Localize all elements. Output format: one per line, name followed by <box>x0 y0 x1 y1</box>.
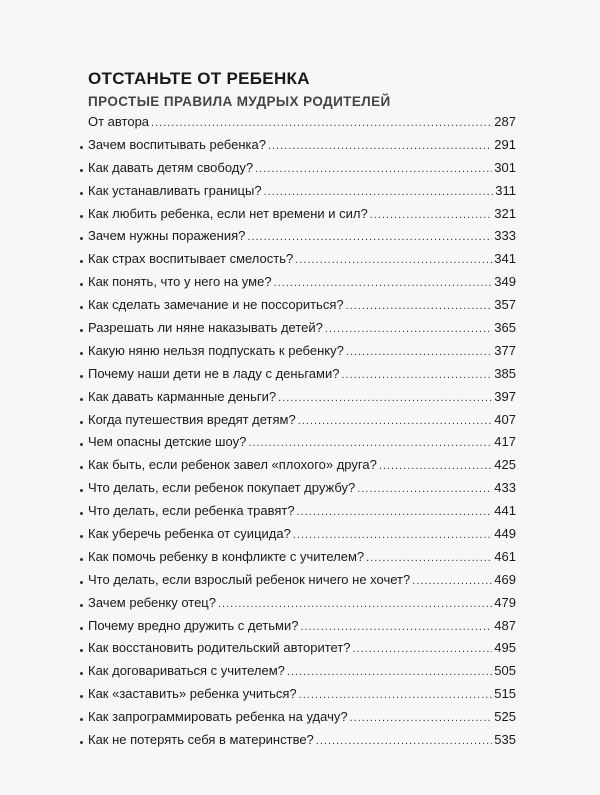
bullet-icon <box>80 375 83 378</box>
toc-entry-title: Чем опасны детские шоу? <box>88 434 247 450</box>
dot-leader <box>278 392 492 404</box>
toc-entry <box>88 709 516 732</box>
toc-entry <box>88 434 516 457</box>
toc-entry-page: 301 <box>494 159 516 175</box>
bullet-icon <box>80 466 83 469</box>
toc-entry <box>88 663 516 686</box>
toc-entry-page: 333 <box>494 228 516 244</box>
toc-entry-page: 441 <box>494 503 516 519</box>
toc-entry <box>88 228 516 251</box>
toc-entry-title: Как любить ребенка, если нет времени и сил? <box>88 205 368 221</box>
bullet-icon <box>80 535 83 538</box>
bullet-icon <box>80 237 83 240</box>
toc-entry-title: Как давать карманные деньги? <box>88 388 277 404</box>
bullet-icon <box>80 649 83 652</box>
toc-entry <box>88 549 516 572</box>
dot-leader <box>298 415 493 427</box>
toc-entry-page: 407 <box>494 411 516 427</box>
dot-leader <box>293 529 492 541</box>
toc-entry-page: 515 <box>494 686 516 702</box>
dot-leader <box>248 437 492 449</box>
toc-entry <box>88 389 516 412</box>
toc-entry-title: Как не потерять себя в материнстве? <box>88 732 314 748</box>
dot-leader <box>297 506 493 518</box>
toc-entry-page: 377 <box>494 342 516 358</box>
dot-leader <box>151 117 492 129</box>
toc-entry-title: Как договариваться с учителем? <box>88 663 285 679</box>
dot-leader <box>325 323 492 335</box>
bullet-icon <box>80 352 83 355</box>
dot-leader <box>412 575 492 587</box>
toc-entry <box>88 686 516 709</box>
toc-entry-page: 449 <box>494 526 516 542</box>
toc-entry-page: 525 <box>494 709 516 725</box>
toc-entry <box>88 343 516 366</box>
dot-leader <box>268 140 492 152</box>
dot-leader <box>366 552 492 564</box>
dot-leader <box>218 598 492 610</box>
dot-leader <box>247 231 492 243</box>
toc-entry-page: 495 <box>494 640 516 656</box>
toc-entry-title: Что делать, если ребенок покупает дружбу? <box>88 480 356 496</box>
toc-entry-page: 397 <box>494 388 516 404</box>
bullet-icon <box>80 329 83 332</box>
bullet-icon <box>80 169 83 172</box>
toc-entry-title: Когда путешествия вредят детям? <box>88 411 296 427</box>
toc-entry <box>88 480 516 503</box>
toc-entry-title: Что делать, если ребенка травят? <box>88 503 295 519</box>
dot-leader <box>357 483 492 495</box>
bullet-icon <box>80 398 83 401</box>
toc-entry <box>88 366 516 389</box>
dot-leader <box>350 712 493 724</box>
bullet-icon <box>80 215 83 218</box>
dot-leader <box>274 277 493 289</box>
bullet-icon <box>80 718 83 721</box>
toc-entry-title: Почему наши дети не в ладу с деньгами? <box>88 365 340 381</box>
toc-entry <box>88 137 516 160</box>
toc-entry <box>88 732 516 755</box>
toc-entry-page: 425 <box>494 457 516 473</box>
toc-entry-title: Что делать, если взрослый ребенок ничего не хочет? <box>88 571 411 587</box>
toc-entry-page: 357 <box>494 297 516 313</box>
toc-entry <box>88 160 516 183</box>
toc-entry-page: 365 <box>494 320 516 336</box>
bullet-icon <box>80 672 83 675</box>
dot-leader <box>346 300 493 312</box>
toc-entry <box>88 503 516 526</box>
toc-entry <box>88 572 516 595</box>
bullet-icon <box>80 421 83 424</box>
toc-list <box>88 114 516 755</box>
dot-leader <box>295 254 492 266</box>
toc-entry-title: Как страх воспитывает смелость? <box>88 251 294 267</box>
toc-entry-title: Как уберечь ребенка от суицида? <box>88 526 291 542</box>
toc-entry <box>88 595 516 618</box>
toc-entry-title: Разрешать ли няне наказывать детей? <box>88 320 323 336</box>
toc-entry-page: 287 <box>494 114 516 129</box>
toc-entry-title: Как быть, если ребенок завел «плохого» друга? <box>88 457 377 473</box>
toc-entry-page: 487 <box>494 617 516 633</box>
bullet-icon <box>80 283 83 286</box>
bullet-icon <box>80 512 83 515</box>
toc-entry <box>88 183 516 206</box>
book-title: ОТСТАНЬТЕ ОТ РЕБЕНКА <box>88 69 310 88</box>
dot-leader <box>379 460 492 472</box>
toc-entry-title: Как запрограммировать ребенка на удачу? <box>88 709 348 725</box>
dot-leader <box>316 735 493 747</box>
bullet-icon <box>80 695 83 698</box>
toc-entry-page: 341 <box>494 251 516 267</box>
toc-entry-page: 433 <box>494 480 516 496</box>
toc-entry <box>88 274 516 297</box>
toc-entry-page: 535 <box>494 732 516 748</box>
dot-leader <box>346 346 492 358</box>
toc-entry <box>88 114 516 137</box>
dot-leader <box>341 369 492 381</box>
toc-entry-title: Зачем воспитывать ребенка? <box>88 136 266 152</box>
toc-entry <box>88 640 516 663</box>
toc-entry-title: Как «заставить» ребенка учиться? <box>88 686 297 702</box>
bullet-icon <box>80 260 83 263</box>
toc-entry-title: Почему вредно дружить с детьми? <box>88 617 299 633</box>
toc-entry <box>88 320 516 343</box>
toc-entry-page: 417 <box>494 434 516 450</box>
toc-entry-title: Как помочь ребенку в конфликте с учителем? <box>88 548 365 564</box>
toc-entry <box>88 457 516 480</box>
table-of-contents <box>88 68 516 755</box>
toc-entry <box>88 206 516 229</box>
dot-leader <box>264 186 494 198</box>
dot-leader <box>353 643 493 655</box>
toc-entry-page: 385 <box>494 365 516 381</box>
bullet-icon <box>80 306 83 309</box>
toc-entry-page: 469 <box>494 571 516 587</box>
toc-entry-title: Какую няню нельзя подпускать к ребенку? <box>88 342 344 358</box>
bullet-icon <box>80 558 83 561</box>
toc-entry-page: 291 <box>494 136 516 152</box>
bullet-icon <box>80 443 83 446</box>
bullet-icon <box>80 741 83 744</box>
dot-leader <box>299 689 493 701</box>
bullet-icon <box>80 604 83 607</box>
toc-entry <box>88 251 516 274</box>
dot-leader <box>300 621 492 633</box>
toc-entry-page: 505 <box>494 663 516 679</box>
toc-entry-title: Как восстановить родительский авторитет? <box>88 640 351 656</box>
toc-entry-page: 311 <box>495 182 516 198</box>
toc-entry-page: 321 <box>494 205 516 221</box>
dot-leader <box>287 666 492 678</box>
toc-entry <box>88 412 516 435</box>
dot-leader <box>255 163 492 175</box>
toc-entry <box>88 618 516 641</box>
book-subtitle: ПРОСТЫЕ ПРАВИЛА МУДРЫХ РОДИТЕЛЕЙ <box>88 94 391 109</box>
toc-entry-page: 349 <box>494 274 516 290</box>
bullet-icon <box>80 146 83 149</box>
bullet-icon <box>80 627 83 630</box>
bullet-icon <box>80 489 83 492</box>
toc-entry-title: Зачем нужны поражения? <box>88 228 246 244</box>
toc-entry-title: Как сделать замечание и не поссориться? <box>88 297 344 313</box>
toc-entry <box>88 526 516 549</box>
toc-entry-title: Как устанавливать границы? <box>88 182 262 198</box>
toc-entry <box>88 297 516 320</box>
toc-entry-page: 479 <box>494 594 516 610</box>
toc-entry-title: От автора <box>88 114 150 129</box>
toc-entry-title: Как понять, что у него на уме? <box>88 274 272 290</box>
dot-leader <box>370 209 493 221</box>
toc-entry-page: 461 <box>494 548 516 564</box>
bullet-icon <box>80 192 83 195</box>
toc-entry-title: Зачем ребенку отец? <box>88 594 216 610</box>
bullet-icon <box>80 581 83 584</box>
toc-entry-title: Как давать детям свободу? <box>88 159 254 175</box>
